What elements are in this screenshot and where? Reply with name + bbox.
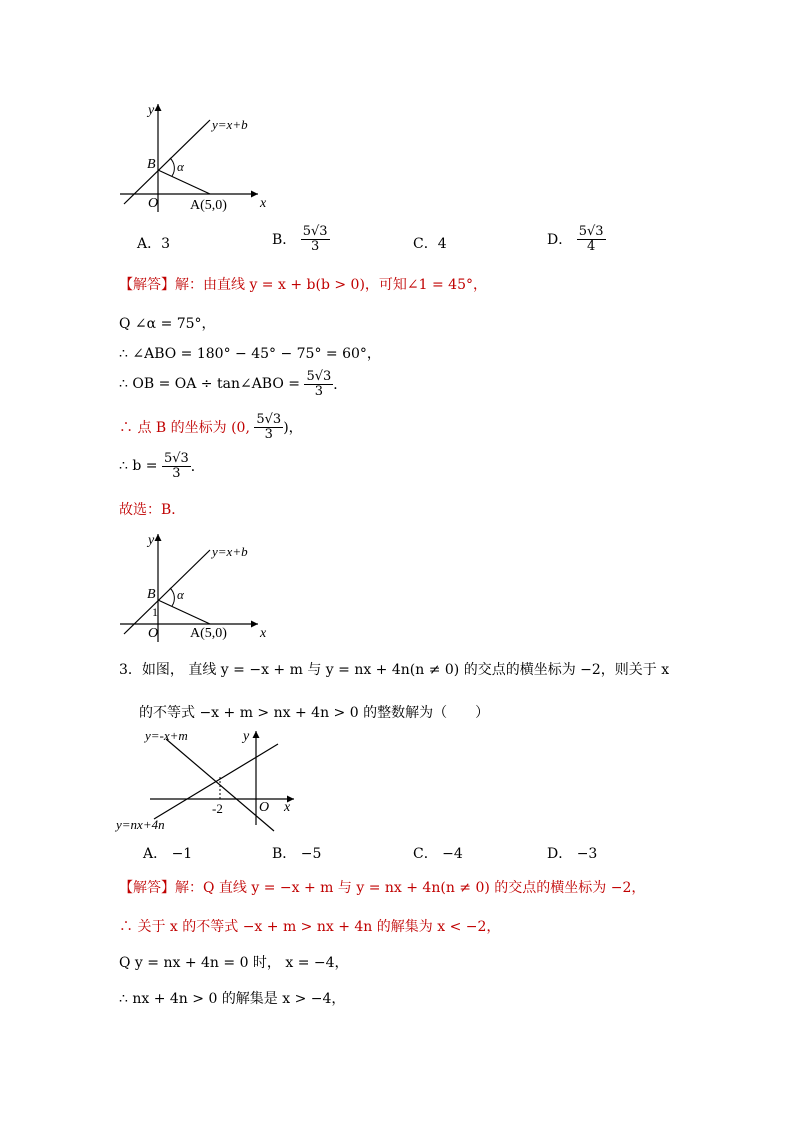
figure-2: [112, 526, 282, 646]
line-y-x-b: [124, 120, 210, 204]
origin-label: O: [259, 800, 270, 815]
point-b-label: B: [147, 587, 156, 602]
solution-2-line-6: ∴ b = $\frac{5√3}{3}$ ．: [119, 451, 205, 481]
q3-option-a: A． −1: [143, 846, 193, 862]
question-3-line-1: 3．如图， 直线 y = −x + m 与 y = nx + 4n(n ≠ 0) 的交点的横坐标为 −2，则关于 x: [119, 662, 670, 678]
origin-label: O: [148, 196, 159, 211]
axis-y-label: y: [243, 729, 250, 744]
axis-x-label: x: [260, 626, 267, 641]
solution-2-line-2: Q ∠α = 75°，: [119, 316, 216, 332]
angle-1-label: 1: [152, 605, 158, 619]
line-a-label: y=-x+m: [145, 728, 188, 743]
angle-arc: [170, 158, 174, 176]
option-c: C．4: [413, 236, 447, 252]
option-a: A．3: [137, 236, 171, 252]
line-label: y=x+b: [212, 544, 248, 559]
point-a-label: A(5,0): [190, 626, 227, 641]
solution-2-line-5: ∴ 点 B 的坐标为 (0, $\frac{5√3}{3}$ )，: [119, 412, 303, 442]
origin-label: O: [148, 626, 159, 641]
option-d: D． $\frac{5√3}{4}$: [547, 224, 604, 254]
angle-alpha-label: α: [177, 159, 184, 174]
segment-ab: [158, 600, 210, 624]
option-b: B． $\frac{5√3}{3}$: [272, 224, 328, 254]
figure-3: [112, 727, 312, 837]
line-b-label: y=nx+4n: [116, 817, 165, 832]
q3-option-c: C． −4: [413, 846, 463, 862]
figure-1: [112, 96, 282, 216]
solution-2-answer: 故选：B．: [119, 502, 186, 518]
solution-2-line-4: ∴ OB = OA ÷ tan∠ABO = $\frac{5√3}{3}$ ．: [119, 369, 348, 399]
line-label: y=x+b: [212, 117, 248, 132]
tick-neg2-label: -2: [212, 801, 223, 816]
line-y-x-b: [124, 550, 210, 634]
q3-option-d: D． −3: [547, 846, 598, 862]
axis-x-label: x: [260, 196, 267, 211]
solution-2-line-3: ∴ ∠ABO = 180° − 45° − 75° = 60°，: [119, 346, 381, 362]
angle-arc: [170, 588, 174, 606]
q3-option-b: B． −5: [272, 846, 322, 862]
axis-x-label: x: [284, 800, 291, 815]
solution-3-line-2: ∴ 关于 x 的不等式 −x + m > nx + 4n 的解集为 x < −2，: [119, 919, 501, 935]
point-b-label: B: [147, 157, 156, 172]
solution-2-line-1: 【解答】解：由直线 y = x + b(b > 0)，可知∠1 = 45°，: [119, 277, 487, 293]
axis-y-label: y: [148, 103, 155, 118]
point-a-label: A(5,0): [190, 198, 227, 213]
question-3-line-2: 的不等式 −x + m > nx + 4n > 0 的整数解为（ ）: [139, 705, 490, 721]
solution-3-line-4: ∴ nx + 4n > 0 的解集是 x > −4，: [119, 991, 346, 1007]
segment-ab: [158, 170, 210, 194]
axis-y-label: y: [148, 533, 155, 548]
angle-alpha-label: α: [177, 587, 184, 602]
solution-3-line-1: 【解答】解：Q 直线 y = −x + m 与 y = nx + 4n(n ≠ 0) 的交点的横坐标为 −2，: [119, 880, 646, 896]
solution-3-line-3: Q y = nx + 4n = 0 时， x = −4，: [119, 955, 349, 971]
